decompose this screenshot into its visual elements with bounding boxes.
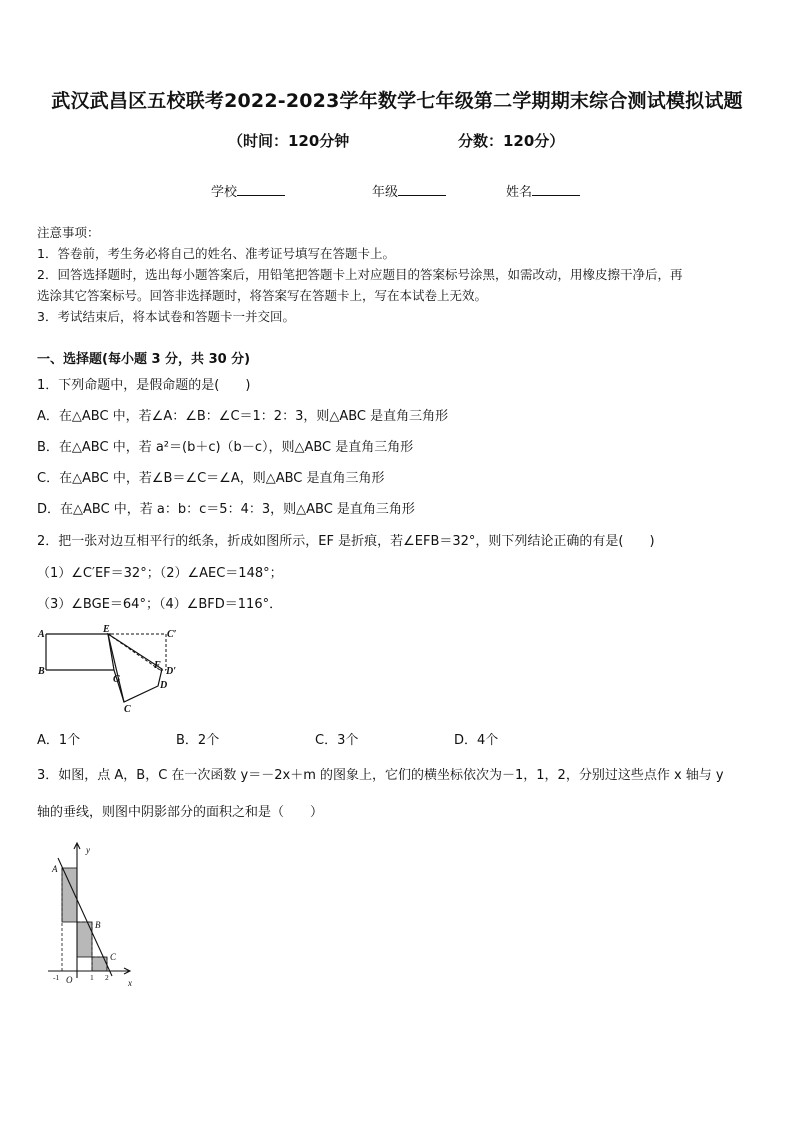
q2-option-b: B．2个 xyxy=(176,733,220,748)
name-label: 姓名 xyxy=(506,185,533,200)
q3-label-B: B xyxy=(95,920,101,930)
q3-tick-2: 2 xyxy=(105,973,109,982)
q1-option-a: A．在△ABC 中，若∠A：∠B：∠C＝1：2：3，则△ABC 是直角三角形 xyxy=(37,409,449,424)
q2-line-1: （1）∠C′EF＝32°；（2）∠AEC＝148°； xyxy=(37,566,283,581)
notice-item-2b: 选涂其它答案标号。回答非选择题时，将答案写在答题卡上，写在本试卷上无效。 xyxy=(37,288,488,303)
q2-label-E: E xyxy=(103,624,110,635)
notice-item-3: 3．考试结束后，将本试卷和答题卡一并交回。 xyxy=(37,309,295,324)
q3-label-O: O xyxy=(66,975,73,985)
exam-time: （时间：120分钟 xyxy=(228,132,350,150)
q1-option-d: D．在△ABC 中，若 a：b：c＝5：4：3，则△ABC 是直角三角形 xyxy=(37,502,415,517)
q2-label-D-prime: D′ xyxy=(166,666,177,677)
q3-label-y: y xyxy=(86,845,90,855)
school-blank xyxy=(237,183,285,196)
q2-label-A: A xyxy=(38,629,45,640)
grade-label: 年级 xyxy=(372,185,399,200)
page-title: 武汉武昌区五校联考2022-2023学年数学七年级第二学期期末综合测试模拟试题 xyxy=(51,90,743,112)
name-field xyxy=(506,181,580,200)
grade-blank xyxy=(398,183,446,196)
q2-label-D: D xyxy=(160,680,168,691)
q2-option-c: C．3个 xyxy=(315,733,359,748)
school-label: 学校 xyxy=(211,185,238,200)
q1-option-c: C．在△ABC 中，若∠B＝∠C＝∠A，则△ABC 是直角三角形 xyxy=(37,471,385,486)
q2-label-G: G xyxy=(113,674,121,685)
grade-field xyxy=(372,181,446,200)
name-blank xyxy=(532,183,580,196)
q1-stem: 1．下列命题中，是假命题的是( ) xyxy=(37,378,251,393)
school-field xyxy=(211,181,285,200)
q2-label-C-prime: C′ xyxy=(167,629,177,640)
q3-stem-line-1: 3．如图，点 A，B，C 在一次函数 y＝－2x＋m 的图象上，它们的横坐标依次为－1，1，2，分别过这些点作 x 轴与 y xyxy=(37,768,724,783)
notice-item-2a: 2．回答选择题时，选出每小题答案后，用铅笔把答题卡上对应题目的答案标号涂黑，如需改动，用橡皮擦干净后，再 xyxy=(37,267,683,282)
section-heading: 一、选择题(每小题 3 分，共 30 分) xyxy=(37,352,251,367)
q3-tick-1: 1 xyxy=(90,973,94,982)
q2-stem: 2．把一张对边互相平行的纸条，折成如图所示，EF 是折痕，若∠EFB＝32°，则下列结论正确的有是( ) xyxy=(37,534,655,549)
q2-option-a: A．1个 xyxy=(37,733,81,748)
notice-item-1: 1．答卷前，考生务必将自己的姓名、准考证号填写在答题卡上。 xyxy=(37,246,395,261)
q1-option-b: B．在△ABC 中，若 a²＝(b＋c)（b－c），则△ABC 是直角三角形 xyxy=(37,440,414,455)
q3-label-C: C xyxy=(110,952,117,962)
q3-label-x: x xyxy=(128,978,132,988)
q2-label-F: F xyxy=(154,660,161,671)
notice-heading: 注意事项： xyxy=(37,225,100,240)
q3-linear-function-figure xyxy=(44,840,144,990)
q2-folded-strip-figure xyxy=(36,622,186,714)
q2-label-B: B xyxy=(38,666,45,677)
q3-stem-line-2: 轴的垂线，则图中阴影部分的面积之和是（ ） xyxy=(37,805,324,820)
q3-tick-minus1: -1 xyxy=(53,973,60,982)
q2-option-d: D．4个 xyxy=(454,733,499,748)
exam-score: 分数：120分） xyxy=(458,132,565,150)
q2-label-C: C xyxy=(124,704,131,714)
q3-label-A: A xyxy=(52,864,58,874)
q2-line-2: （3）∠BGE＝64°；（4）∠BFD＝116°． xyxy=(37,597,283,612)
